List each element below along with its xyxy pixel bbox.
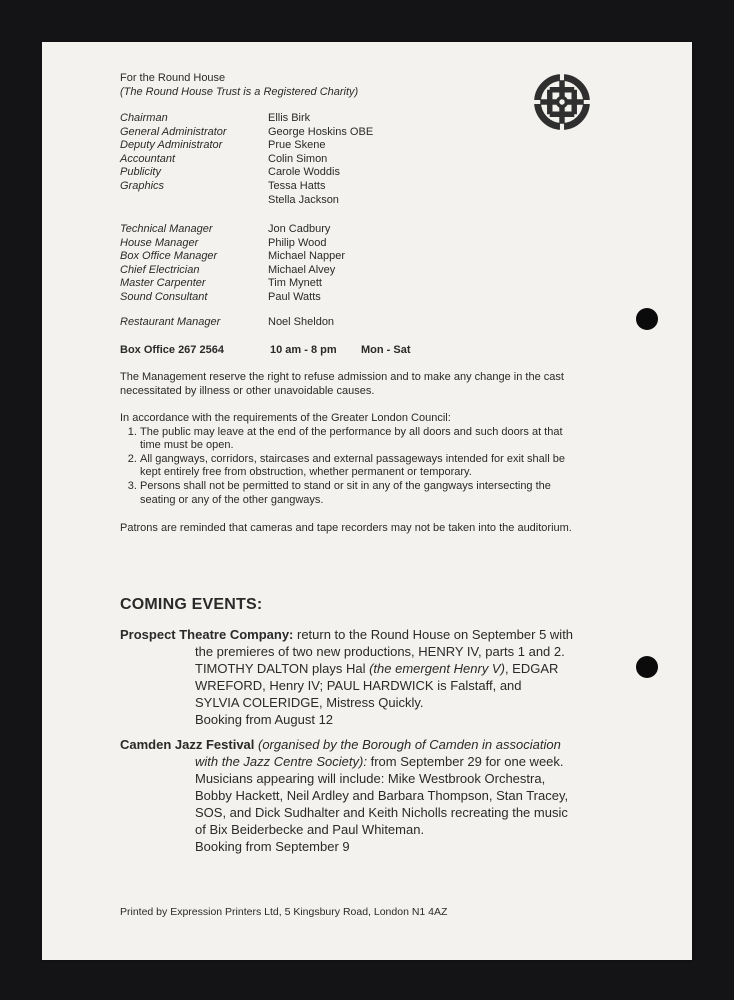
- staff-list-technical: [120, 223, 345, 305]
- staff-role: Technical Manager: [120, 223, 213, 235]
- event-text: , EDGAR: [504, 661, 559, 676]
- coming-events-title: COMING EVENTS:: [120, 596, 263, 613]
- round-house-logo-icon: [528, 68, 596, 136]
- staff-role: General Administrator: [120, 125, 227, 138]
- staff-name: Colin Simon: [268, 152, 328, 165]
- staff-role: [120, 194, 268, 208]
- staff-name: Ellis Birk: [268, 112, 311, 124]
- glc-requirements: [120, 412, 582, 507]
- staff-name: Prue Skene: [268, 139, 326, 152]
- staff-role: Accountant: [120, 152, 176, 165]
- staff-name: Tessa Hatts: [268, 179, 326, 192]
- box-office-days: Mon - Sat: [361, 344, 411, 356]
- patrons-notice: Patrons are reminded that cameras and tape recorders may not be taken into the auditorium.: [120, 522, 572, 534]
- glc-item: 2. All gangways, corridors, staircases and external passageways intended for exit shall be kept entirely free from obstruction, whether permanent or temporary.: [140, 453, 582, 480]
- staff-role: Chairman: [120, 112, 168, 124]
- event-text: return to the Round House on September 5 with: [293, 627, 574, 642]
- staff-name: Philip Wood: [268, 236, 327, 249]
- event-line: WREFORD, Henry IV; PAUL HARDWICK is Falstaff, and: [195, 678, 522, 693]
- event-booking: Booking from August 12: [195, 712, 334, 727]
- glc-item: 1. The public may leave at the end of the performance by all doors and such doors at that time must be open.: [140, 426, 582, 453]
- glc-intro: In accordance with the requirements of the Greater London Council:: [120, 412, 451, 424]
- punch-hole: [636, 308, 658, 330]
- programme-page: [42, 42, 692, 960]
- staff-role: Restaurant Manager: [120, 316, 221, 328]
- staff-name: Michael Alvey: [268, 263, 336, 276]
- glc-list: [120, 426, 582, 508]
- management-notice: The Management reserve the right to refuse admission and to make any change in the cast necessitated by illness or other unavoidable causes.: [120, 371, 564, 397]
- glc-item: 3. Persons shall not be permitted to stand or sit in any of the gangways intersecting the seating or any of the other gangways.: [140, 480, 582, 507]
- staff-name: George Hoskins OBE: [268, 125, 374, 138]
- event-text: with the Jazz Centre Society):: [195, 754, 367, 769]
- staff-role: Graphics: [120, 179, 165, 192]
- event-line: Musicians appearing will include: Mike Westbrook Orchestra,: [195, 771, 546, 786]
- staff-name: Stella Jackson: [268, 193, 339, 206]
- event-line: SOS, and Dick Sudhalter and Keith Nicholls recreating the music: [195, 805, 568, 820]
- event-name: Prospect Theatre Company:: [120, 627, 294, 642]
- staff-role: Box Office Manager: [120, 250, 218, 263]
- event-line: [120, 660, 620, 677]
- staff-role: House Manager: [120, 236, 199, 249]
- staff-role: Chief Electrician: [120, 263, 200, 276]
- event-line: the premieres of two new productions, HENRY IV, parts 1 and 2.: [195, 644, 565, 659]
- staff-role: Sound Consultant: [120, 290, 208, 303]
- event-booking: Booking from September 9: [195, 839, 350, 854]
- staff-role: Master Carpenter: [120, 277, 206, 290]
- event-line: SYLVIA COLERIDGE, Mistress Quickly.: [195, 695, 424, 710]
- event-line: of Bix Beiderbecke and Paul Whiteman.: [195, 822, 425, 837]
- printer-credit: Printed by Expression Printers Ltd, 5 Kingsbury Road, London N1 4AZ: [120, 906, 448, 918]
- staff-list-restaurant: [120, 316, 334, 330]
- event-line: Bobby Hackett, Neil Ardley and Barbara Thompson, Stan Tracey,: [195, 788, 569, 803]
- staff-name: Tim Mynett: [268, 277, 322, 290]
- staff-list-admin: [120, 112, 373, 207]
- event-text: TIMOTHY DALTON plays Hal: [195, 661, 370, 676]
- event-prospect-theatre: [120, 626, 620, 728]
- event-line: [120, 626, 620, 643]
- page-header: [120, 72, 358, 99]
- box-office-hours: 10 am - 8 pm: [270, 344, 337, 356]
- punch-hole: [636, 656, 658, 678]
- staff-name: Carole Woddis: [268, 166, 340, 179]
- event-line: [120, 753, 620, 770]
- box-office-phone: Box Office 267 2564: [120, 344, 224, 356]
- staff-name: Noel Sheldon: [268, 316, 335, 328]
- header-line: For the Round House: [120, 72, 226, 84]
- event-text: from September 29 for one week.: [366, 754, 564, 769]
- staff-role: Publicity: [120, 166, 161, 179]
- event-line: [120, 736, 620, 753]
- event-camden-jazz: [120, 736, 620, 855]
- staff-name: Paul Watts: [268, 290, 321, 303]
- charity-note: (The Round House Trust is a Registered Charity): [120, 85, 359, 98]
- event-text: (the emergent Henry V): [369, 661, 505, 676]
- staff-role: Deputy Administrator: [120, 139, 223, 152]
- event-name: Camden Jazz Festival: [120, 737, 255, 752]
- staff-name: Jon Cadbury: [268, 223, 331, 235]
- staff-name: Michael Napper: [268, 250, 346, 263]
- event-text: (organised by the Borough of Camden in association: [254, 737, 561, 752]
- box-office-info: [120, 344, 411, 358]
